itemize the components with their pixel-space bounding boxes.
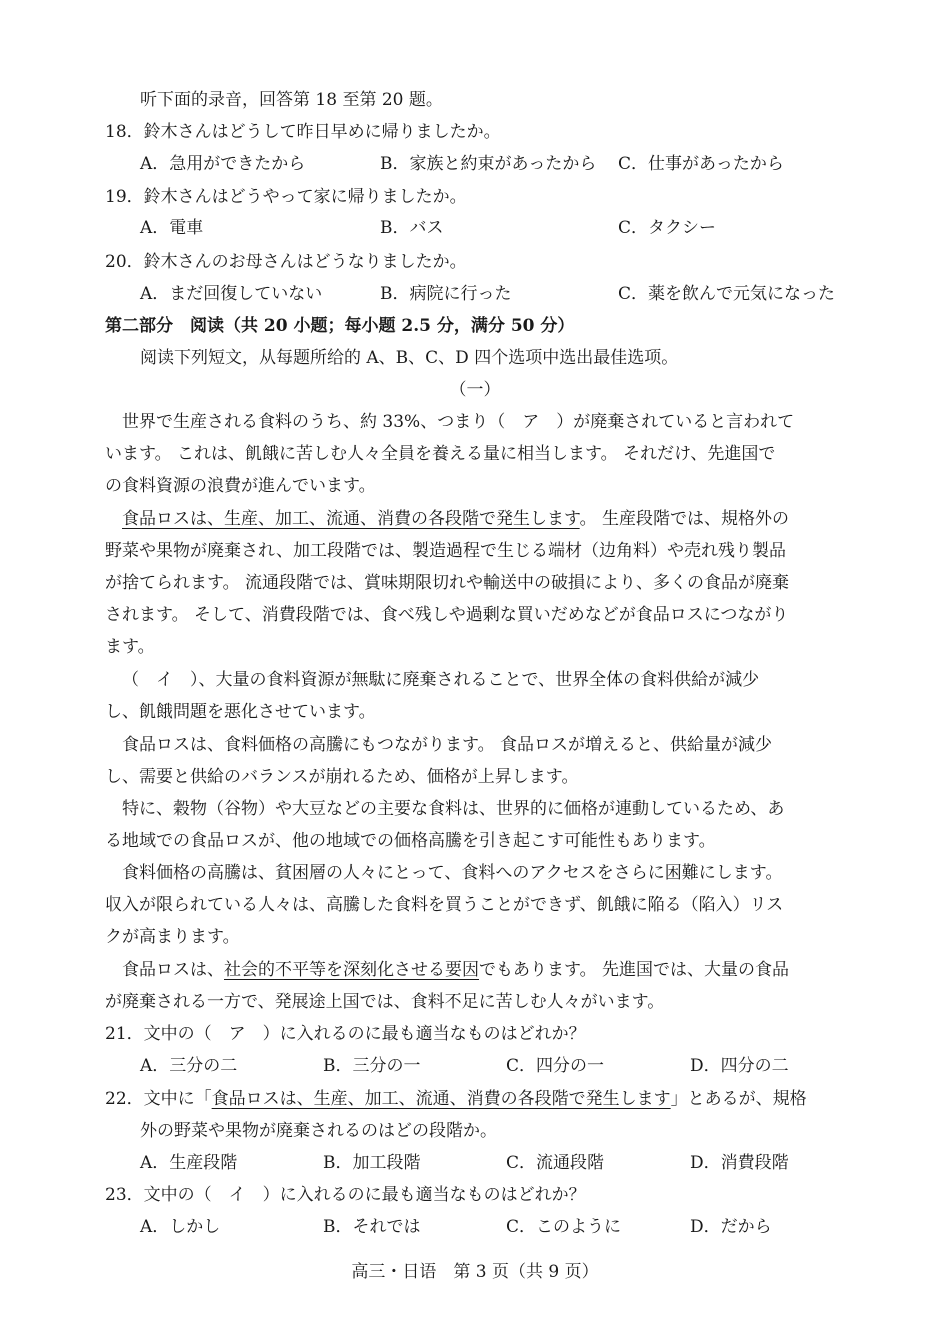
question-stem: 文中の（ イ ）に入れるのに最も適当なものはどれか？ <box>143 1185 586 1205</box>
passage-p6-line1: 食料価格の高騰は、貧困層の人々にとって、食料へのアクセスをさらに困難にします。 <box>122 863 783 883</box>
q18-option-c: C．仕事があったから <box>618 154 784 174</box>
passage-p2-line1: 食品ロスは、生産、加工、流通、消費の各段階で発生します。 生産段階では、規格外の <box>122 509 790 529</box>
q18-option-b: B．家族と約束があったから <box>380 154 597 174</box>
underlined-sentence: 食品ロスは、生産、加工、流通、消費の各段階で発生します <box>122 509 580 529</box>
question-22-line2: 外の野菜や果物が廃棄されるのはどの段階か。 <box>140 1121 497 1141</box>
part2-instruction: 阅读下列短文，从每题所给的 A、B、C、D 四个选项中选出最佳选项。 <box>140 348 679 368</box>
question-stem: 鈴木さんのお母さんはどうなりましたか。 <box>143 252 467 272</box>
page-footer: 高三・日语 第 3 页（共 9 页） <box>351 1262 599 1282</box>
question-23 <box>105 1183 586 1207</box>
q18-option-a: A．急用ができたから <box>140 154 306 174</box>
passage-p5-line1: 特に、穀物（谷物）や大豆などの主要な食料は、世界的に価格が連動しているため、あ <box>122 799 785 819</box>
passage-p4-line1: 食品ロスは、食料価格の高騰にもつながります。 食品ロスが増えると、供給量が減少 <box>122 735 773 755</box>
passage-p4-line2: し、需要と供給のバランスが崩れるため、価格が上昇します。 <box>105 767 579 787</box>
question-21 <box>105 1022 586 1046</box>
part2-heading: 第二部分 阅读（共 20 小题；每小题 2.5 分，满分 50 分） <box>105 316 575 336</box>
q23-option-c: C．このように <box>506 1217 622 1237</box>
q21-option-d: D．四分の二 <box>690 1056 789 1076</box>
question-number: 18． <box>105 122 144 142</box>
passage-p6-line3: クが高まります。 <box>105 927 240 947</box>
q23-option-b: B．それでは <box>323 1217 421 1237</box>
q22-option-a: A．生産段階 <box>140 1153 238 1173</box>
passage-p1-line1: 世界で生産される食料のうち、約 33%、つまり（ ア ）が廃棄されていると言われて <box>122 412 795 432</box>
q23-option-d: D．だから <box>690 1217 772 1237</box>
q19-option-c: C．タクシー <box>618 218 717 238</box>
passage-p7-line1: 食品ロスは、社会的不平等を深刻化させる要因でもあります。 先進国では、大量の食品 <box>122 960 790 980</box>
q21-option-a: A．三分の二 <box>140 1056 238 1076</box>
q22-option-b: B．加工段階 <box>323 1153 421 1173</box>
question-19 <box>105 185 467 209</box>
underlined-phrase: 社会的不平等を深刻化させる要因 <box>224 960 479 980</box>
question-18 <box>105 120 501 144</box>
question-number: 21． <box>105 1024 144 1044</box>
q23-option-a: A．しかし <box>140 1217 221 1237</box>
section-title: （一） <box>449 380 501 400</box>
q19-option-b: B．バス <box>380 218 444 238</box>
question-number: 20． <box>105 252 144 272</box>
question-number: 22． <box>105 1089 144 1109</box>
passage-p1-line3: の食料資源の浪費が進んでいます。 <box>105 476 376 496</box>
passage-p5-line2: る地域での食品ロスが、他の地域での価格高騰を引き起こす可能性もあります。 <box>105 831 716 851</box>
question-number: 19． <box>105 187 144 207</box>
passage-p3-line1: （ イ ）、大量の食料資源が無駄に廃棄されることで、世界全体の食料供給が減少 <box>122 670 760 690</box>
question-stem: 文中の（ ア ）に入れるのに最も適当なものはどれか？ <box>143 1024 586 1044</box>
q19-option-a: A．電車 <box>140 218 204 238</box>
passage-p2-line4: されます。 そして、消費段階では、食べ残しや過剰な買いだめなどが食品ロスにつながり <box>105 605 789 625</box>
question-number: 23． <box>105 1185 144 1205</box>
passage-p1-line2: います。 これは、飢餓に苦しむ人々全員を養える量に相当します。 それだけ、先進国で <box>105 444 776 464</box>
passage-p2-line2: 野菜や果物が廃棄され、加工段階では、製造過程で生じる端材（边角料）や売れ残り製品 <box>105 541 787 561</box>
passage-p7-line2: が廃棄される一方で、発展途上国では、食料不足に苦しむ人々がいます。 <box>105 992 665 1012</box>
passage-p6-line2: 収入が限られている人々は、高騰した食料を買うことができず、飢餓に陥る（陷入）リス <box>105 895 784 915</box>
question-20 <box>105 250 467 274</box>
q20-option-c: C．薬を飲んで元気になった <box>618 284 836 304</box>
q20-option-b: B．病院に行った <box>380 284 512 304</box>
q22-option-d: D．消費段階 <box>690 1153 789 1173</box>
q21-option-b: B．三分の一 <box>323 1056 421 1076</box>
passage-p2-line5: ます。 <box>105 637 155 657</box>
quoted-sentence: 食品ロスは、生産、加工、流通、消費の各段階で発生します <box>211 1089 671 1109</box>
q20-option-a: A．まだ回復していない <box>140 284 323 304</box>
question-stem: 鈴木さんはどうやって家に帰りましたか。 <box>143 187 467 207</box>
listening-instruction: 听下面的录音，回答第 18 至第 20 题。 <box>140 90 443 110</box>
q22-option-c: C．流通段階 <box>506 1153 605 1173</box>
passage-p3-line2: し、飢餓問題を悪化させています。 <box>105 702 376 722</box>
q21-option-c: C．四分の一 <box>506 1056 605 1076</box>
passage-p2-line3: が捨てられます。 流通段階では、賞味期限切れや輸送中の破損により、多くの食品が廃棄 <box>105 573 790 593</box>
question-stem: 鈴木さんはどうして昨日早めに帰りましたか。 <box>143 122 501 142</box>
question-22: 22．文中に「食品ロスは、生産、加工、流通、消費の各段階で発生します」とあるが、規格 <box>105 1089 807 1109</box>
